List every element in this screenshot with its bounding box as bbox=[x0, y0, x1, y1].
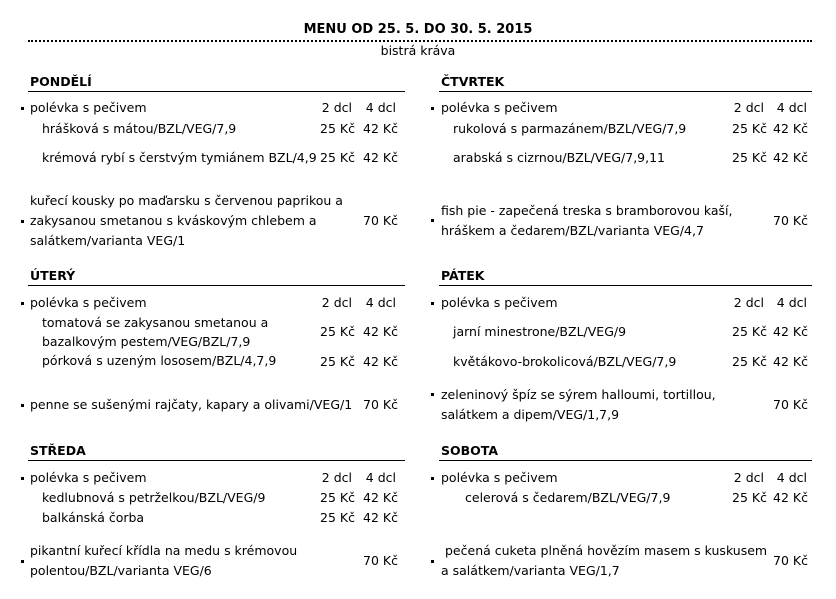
title-dotted-divider bbox=[28, 40, 812, 42]
day-heading-streda: STŘEDA bbox=[30, 443, 86, 458]
size-large: 4 dcl bbox=[776, 470, 807, 485]
price-large: 42 Kč bbox=[363, 324, 398, 339]
size-small: 2 dcl bbox=[733, 470, 764, 485]
main-dish-price: 70 Kč bbox=[363, 213, 398, 228]
soup-label: polévka s pečivem bbox=[441, 100, 558, 115]
bullet-icon bbox=[21, 220, 24, 223]
soup-item: arabská s cizrnou/BZL/VEG/7,9,11 bbox=[453, 150, 665, 165]
soup-item: hrášková s mátou/BZL/VEG/7,9 bbox=[42, 121, 237, 136]
bullet-icon bbox=[21, 404, 24, 407]
bullet-icon bbox=[431, 393, 434, 396]
soup-label: polévka s pečivem bbox=[441, 295, 558, 310]
bullet-icon bbox=[431, 560, 434, 563]
price-large: 42 Kč bbox=[773, 150, 808, 165]
soup-label: polévka s pečivem bbox=[30, 470, 147, 485]
main-dish-line: salátkem a dipem/VEG/1,7,9 bbox=[441, 407, 620, 422]
soup-item: rukolová s parmazánem/BZL/VEG/7,9 bbox=[453, 121, 687, 136]
price-small: 25 Kč bbox=[320, 121, 355, 136]
bullet-icon bbox=[431, 219, 434, 222]
day-heading-sobota: SOBOTA bbox=[441, 443, 499, 458]
soup-label: polévka s pečivem bbox=[441, 470, 558, 485]
main-dish-price: 70 Kč bbox=[363, 397, 398, 412]
main-dish-line: salátkem/varianta VEG/1 bbox=[30, 233, 186, 248]
price-large: 42 Kč bbox=[773, 354, 808, 369]
price-large: 42 Kč bbox=[363, 121, 398, 136]
price-large: 42 Kč bbox=[363, 150, 398, 165]
size-large: 4 dcl bbox=[365, 470, 396, 485]
price-large: 42 Kč bbox=[363, 490, 398, 505]
soup-item: květákovo-brokolicová/BZL/VEG/7,9 bbox=[453, 354, 677, 369]
price-small: 25 Kč bbox=[732, 121, 767, 136]
price-large: 42 Kč bbox=[363, 510, 398, 525]
soup-item: kedlubnová s petrželkou/BZL/VEG/9 bbox=[42, 490, 266, 505]
day-heading-utery: ÚTERÝ bbox=[30, 268, 76, 283]
main-dish-line: penne se sušenými rajčaty, kapary a olivami/VEG/1 bbox=[30, 397, 353, 412]
soup-label: polévka s pečivem bbox=[30, 100, 147, 115]
soup-item: balkánská čorba bbox=[42, 510, 145, 525]
day-underline bbox=[28, 285, 405, 286]
price-small: 25 Kč bbox=[320, 324, 355, 339]
price-large: 42 Kč bbox=[773, 324, 808, 339]
soup-item: bazalkovým pestem/VEG/BZL/7,9 bbox=[42, 334, 251, 349]
price-large: 42 Kč bbox=[773, 490, 808, 505]
soup-item: celerová s čedarem/BZL/VEG/7,9 bbox=[465, 490, 671, 505]
size-small: 2 dcl bbox=[321, 100, 352, 115]
bullet-icon bbox=[21, 477, 24, 480]
size-small: 2 dcl bbox=[321, 295, 352, 310]
day-underline bbox=[439, 285, 812, 286]
main-dish-price: 70 Kč bbox=[363, 553, 398, 568]
price-small: 25 Kč bbox=[320, 354, 355, 369]
main-dish-line: zakysanou smetanou s kváskovým chlebem a bbox=[30, 213, 317, 228]
main-dish-line: polentou/BZL/varianta VEG/6 bbox=[30, 563, 212, 578]
bullet-icon bbox=[21, 107, 24, 110]
day-underline bbox=[439, 460, 812, 461]
soup-item: pórková s uzeným lososem/BZL/4,7,9 bbox=[42, 353, 277, 368]
bullet-icon bbox=[21, 560, 24, 563]
main-dish-price: 70 Kč bbox=[773, 397, 808, 412]
main-dish-line: a salátkem/varianta VEG/1,7 bbox=[441, 563, 620, 578]
price-small: 25 Kč bbox=[320, 510, 355, 525]
size-large: 4 dcl bbox=[365, 295, 396, 310]
price-small: 25 Kč bbox=[320, 150, 355, 165]
price-small: 25 Kč bbox=[732, 150, 767, 165]
bullet-icon bbox=[431, 107, 434, 110]
main-dish-line: pikantní kuřecí křídla na medu s krémovou bbox=[30, 543, 298, 558]
price-large: 42 Kč bbox=[773, 121, 808, 136]
price-small: 25 Kč bbox=[732, 324, 767, 339]
main-dish-line: pečená cuketa plněná hovězím masem s kuskusem bbox=[445, 543, 768, 558]
main-dish-price: 70 Kč bbox=[773, 213, 808, 228]
main-dish-line: kuřecí kousky po maďarsku s červenou paprikou a bbox=[30, 193, 343, 208]
price-large: 42 Kč bbox=[363, 354, 398, 369]
main-dish-price: 70 Kč bbox=[773, 553, 808, 568]
size-small: 2 dcl bbox=[733, 295, 764, 310]
main-dish-line: hráškem a čedarem/BZL/varianta VEG/4,7 bbox=[441, 223, 704, 238]
day-heading-ctvrtek: ČTVRTEK bbox=[441, 74, 505, 89]
menu-subtitle: bistrá kráva bbox=[380, 43, 456, 58]
bullet-icon bbox=[431, 477, 434, 480]
main-dish-line: fish pie - zapečená treska s bramborovou kaší, bbox=[441, 203, 733, 218]
main-dish-line: zeleninový špíz se sýrem halloumi, tortillou, bbox=[441, 387, 716, 402]
price-small: 25 Kč bbox=[320, 490, 355, 505]
day-underline bbox=[439, 91, 812, 92]
size-large: 4 dcl bbox=[776, 295, 807, 310]
soup-item: jarní minestrone/BZL/VEG/9 bbox=[453, 324, 627, 339]
soup-item: krémová rybí s čerstvým tymiánem BZL/4,9 bbox=[42, 150, 317, 165]
day-heading-pondeli: PONDĚLÍ bbox=[30, 74, 92, 89]
size-small: 2 dcl bbox=[321, 470, 352, 485]
price-small: 25 Kč bbox=[732, 490, 767, 505]
price-small: 25 Kč bbox=[732, 354, 767, 369]
day-underline bbox=[28, 460, 405, 461]
day-underline bbox=[28, 91, 405, 92]
soup-label: polévka s pečivem bbox=[30, 295, 147, 310]
size-large: 4 dcl bbox=[776, 100, 807, 115]
soup-item: tomatová se zakysanou smetanou a bbox=[42, 315, 269, 330]
bullet-icon bbox=[21, 302, 24, 305]
size-small: 2 dcl bbox=[733, 100, 764, 115]
day-heading-patek: PÁTEK bbox=[441, 268, 485, 283]
bullet-icon bbox=[431, 302, 434, 305]
size-large: 4 dcl bbox=[365, 100, 396, 115]
menu-title: MENU OD 25. 5. DO 30. 5. 2015 bbox=[303, 22, 533, 37]
